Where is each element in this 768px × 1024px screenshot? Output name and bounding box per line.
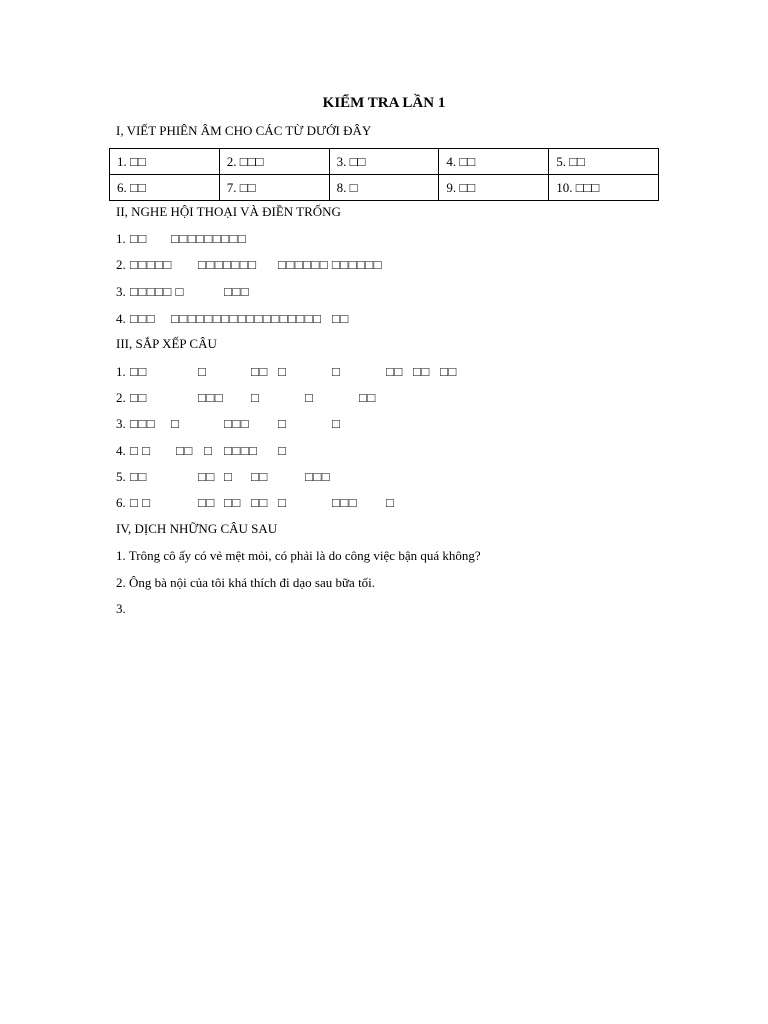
translation-line: 2. Ông bà nội của tôi khá thích đi dạo sau bữa tối. — [116, 575, 376, 590]
text-segment: □ — [332, 364, 341, 379]
translation-line: 3. — [116, 601, 126, 616]
line-number: 1. — [116, 364, 126, 379]
table-cell: 5. □□ — [549, 149, 659, 175]
section-1-heading: I, VIẾT PHIÊN ÂM CHO CÁC TỪ DƯỚI ĐÂY — [116, 123, 372, 138]
text-segment: □□□ — [305, 469, 331, 484]
text-segment: □□ — [413, 364, 430, 379]
line-number: 1. — [116, 231, 126, 246]
text-segment: □□ — [224, 495, 241, 510]
text-segment: □ — [278, 443, 287, 458]
text-segment: □□□ — [130, 311, 156, 326]
text-segment: □ — [204, 443, 213, 458]
table-cell: 3. □□ — [329, 149, 439, 175]
text-segment: □□ — [332, 311, 349, 326]
page-title: KIỂM TRA LẦN 1 — [322, 95, 446, 111]
pinyin-table — [109, 148, 659, 201]
text-segment: □ — [305, 390, 314, 405]
text-segment: □□□□□□□□□ — [171, 231, 247, 246]
text-segment: □□□□ — [224, 443, 258, 458]
table-cell: 8. □ — [329, 175, 439, 201]
table-cell: 9. □□ — [439, 175, 549, 201]
text-segment: □□□□□□ □□□□□□ — [278, 257, 382, 272]
text-segment: □ — [171, 416, 180, 431]
section-2-heading: II, NGHE HỘI THOẠI VÀ ĐIỀN TRỐNG — [116, 204, 341, 219]
line-number: 2. — [116, 257, 126, 272]
text-segment: □□ — [176, 443, 193, 458]
text-segment: □□□ — [130, 416, 156, 431]
text-segment: □□ — [251, 469, 268, 484]
table-row — [110, 149, 659, 175]
table-cell: 7. □□ — [219, 175, 329, 201]
text-segment: □□ — [130, 231, 147, 246]
text-segment: □□ — [130, 364, 147, 379]
text-segment: □□□ — [224, 284, 250, 299]
text-segment: □ — [198, 364, 207, 379]
text-segment: □□ — [386, 364, 403, 379]
text-segment: □□ — [440, 364, 457, 379]
table-cell: 4. □□ — [439, 149, 549, 175]
translation-line: 1. Trông cô ấy có vẻ mệt mỏi, có phải là do công việc bận quá không? — [116, 548, 481, 563]
text-segment: □ — [386, 495, 395, 510]
text-segment: □□ — [130, 390, 147, 405]
text-segment: □ — [224, 469, 233, 484]
text-segment: □□ — [251, 495, 268, 510]
line-number: 2. — [116, 390, 126, 405]
table-cell: 2. □□□ — [219, 149, 329, 175]
line-number: 6. — [116, 495, 126, 510]
text-segment: □□ — [130, 469, 147, 484]
table-cell: 1. □□ — [110, 149, 220, 175]
text-segment: □ — [278, 416, 287, 431]
line-number: 4. — [116, 311, 126, 326]
text-segment: □ — [278, 364, 287, 379]
text-segment: □□ — [251, 364, 268, 379]
text-segment: □□ — [198, 469, 215, 484]
text-segment: □ □ — [130, 443, 151, 458]
text-segment: □□□□□ □ — [130, 284, 184, 299]
text-segment: □□□□□□□ — [198, 257, 257, 272]
section-4-heading: IV, DỊCH NHỮNG CÂU SAU — [116, 521, 278, 536]
line-number: 3. — [116, 284, 126, 299]
text-segment: □□ — [198, 495, 215, 510]
text-segment: □ — [332, 416, 341, 431]
text-segment: □□□□□□□□□□□□□□□□□□ — [171, 311, 322, 326]
table-cell: 6. □□ — [110, 175, 220, 201]
table-row — [110, 175, 659, 201]
text-segment: □ □ — [130, 495, 151, 510]
line-number: 3. — [116, 416, 126, 431]
text-segment: □ — [251, 390, 260, 405]
text-segment: □□□□□ — [130, 257, 172, 272]
line-number: 4. — [116, 443, 126, 458]
line-number: 5. — [116, 469, 126, 484]
text-segment: □□□ — [198, 390, 224, 405]
section-3-heading: III, SẮP XẾP CÂU — [116, 336, 217, 351]
table-cell: 10. □□□ — [549, 175, 659, 201]
text-segment: □□□ — [224, 416, 250, 431]
text-segment: □ — [278, 495, 287, 510]
text-segment: □□ — [359, 390, 376, 405]
text-segment: □□□ — [332, 495, 358, 510]
